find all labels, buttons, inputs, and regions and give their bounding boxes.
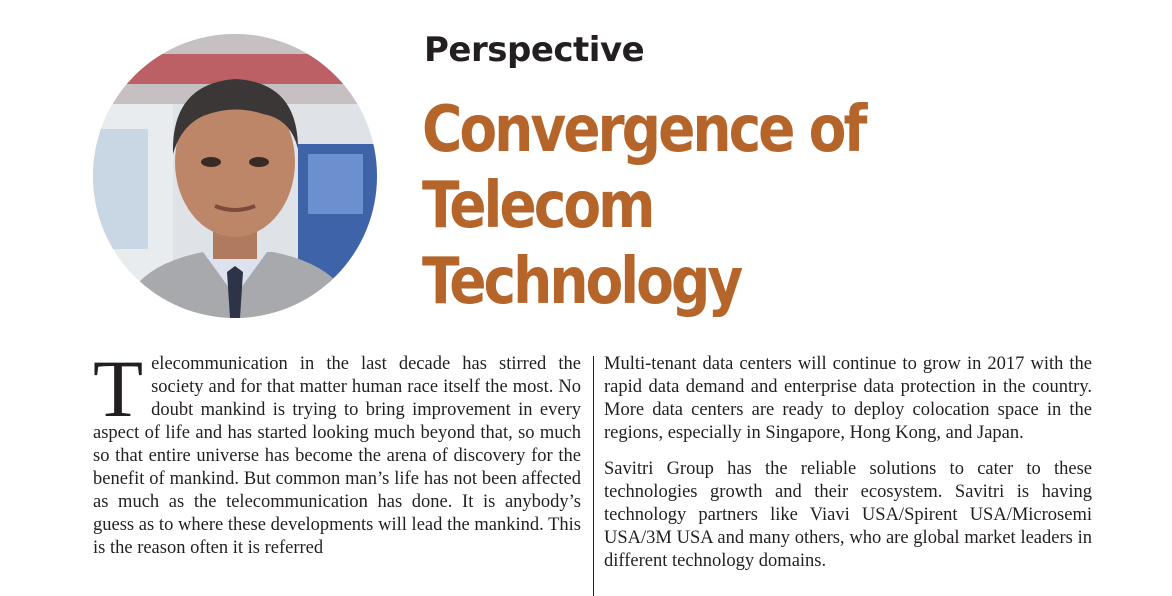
intro-paragraph-text: elecommunication in the last decade has stirred the society and for that matter human race itself the most. No doubt mankind is trying to bring improvement in every aspect of life and has started looking much beyond that, so much so that entire universe has become the arena of discovery for the benefit of mankind. But common man’s life has not been affected as much as the telecommunication has done. It is anybody’s guess as to where these developments will lead the mankind. This is the reason often it is referred [93, 354, 581, 558]
author-portrait [93, 34, 377, 318]
intro-paragraph [93, 343, 581, 560]
article-headline [422, 92, 1041, 320]
portrait-image [93, 34, 377, 318]
right-column [604, 353, 1092, 573]
column-divider [593, 356, 594, 596]
headline-line-2: Technology [422, 245, 741, 319]
headline-line-1: Convergence of Telecom [422, 93, 865, 243]
data-centers-paragraph: Multi-tenant data centers will continue to grow in 2017 with the rapid data demand and enterprise data protection in the country. More data centers are ready to deploy colocation space in the regions, especially in Singapore, Hong Kong, and Japan. [604, 354, 1092, 443]
drop-cap: T [93, 343, 144, 434]
section-label: Perspective [424, 30, 645, 70]
left-column [93, 343, 581, 560]
savitri-group-paragraph: Savitri Group has the reliable solutions to cater to these technologies growth and their ecosystem. Savitri is having technology partners like Viavi USA/Spirent USA/Microsemi USA/3M USA and many others, who are global market leaders in different technology domains. [604, 459, 1092, 571]
